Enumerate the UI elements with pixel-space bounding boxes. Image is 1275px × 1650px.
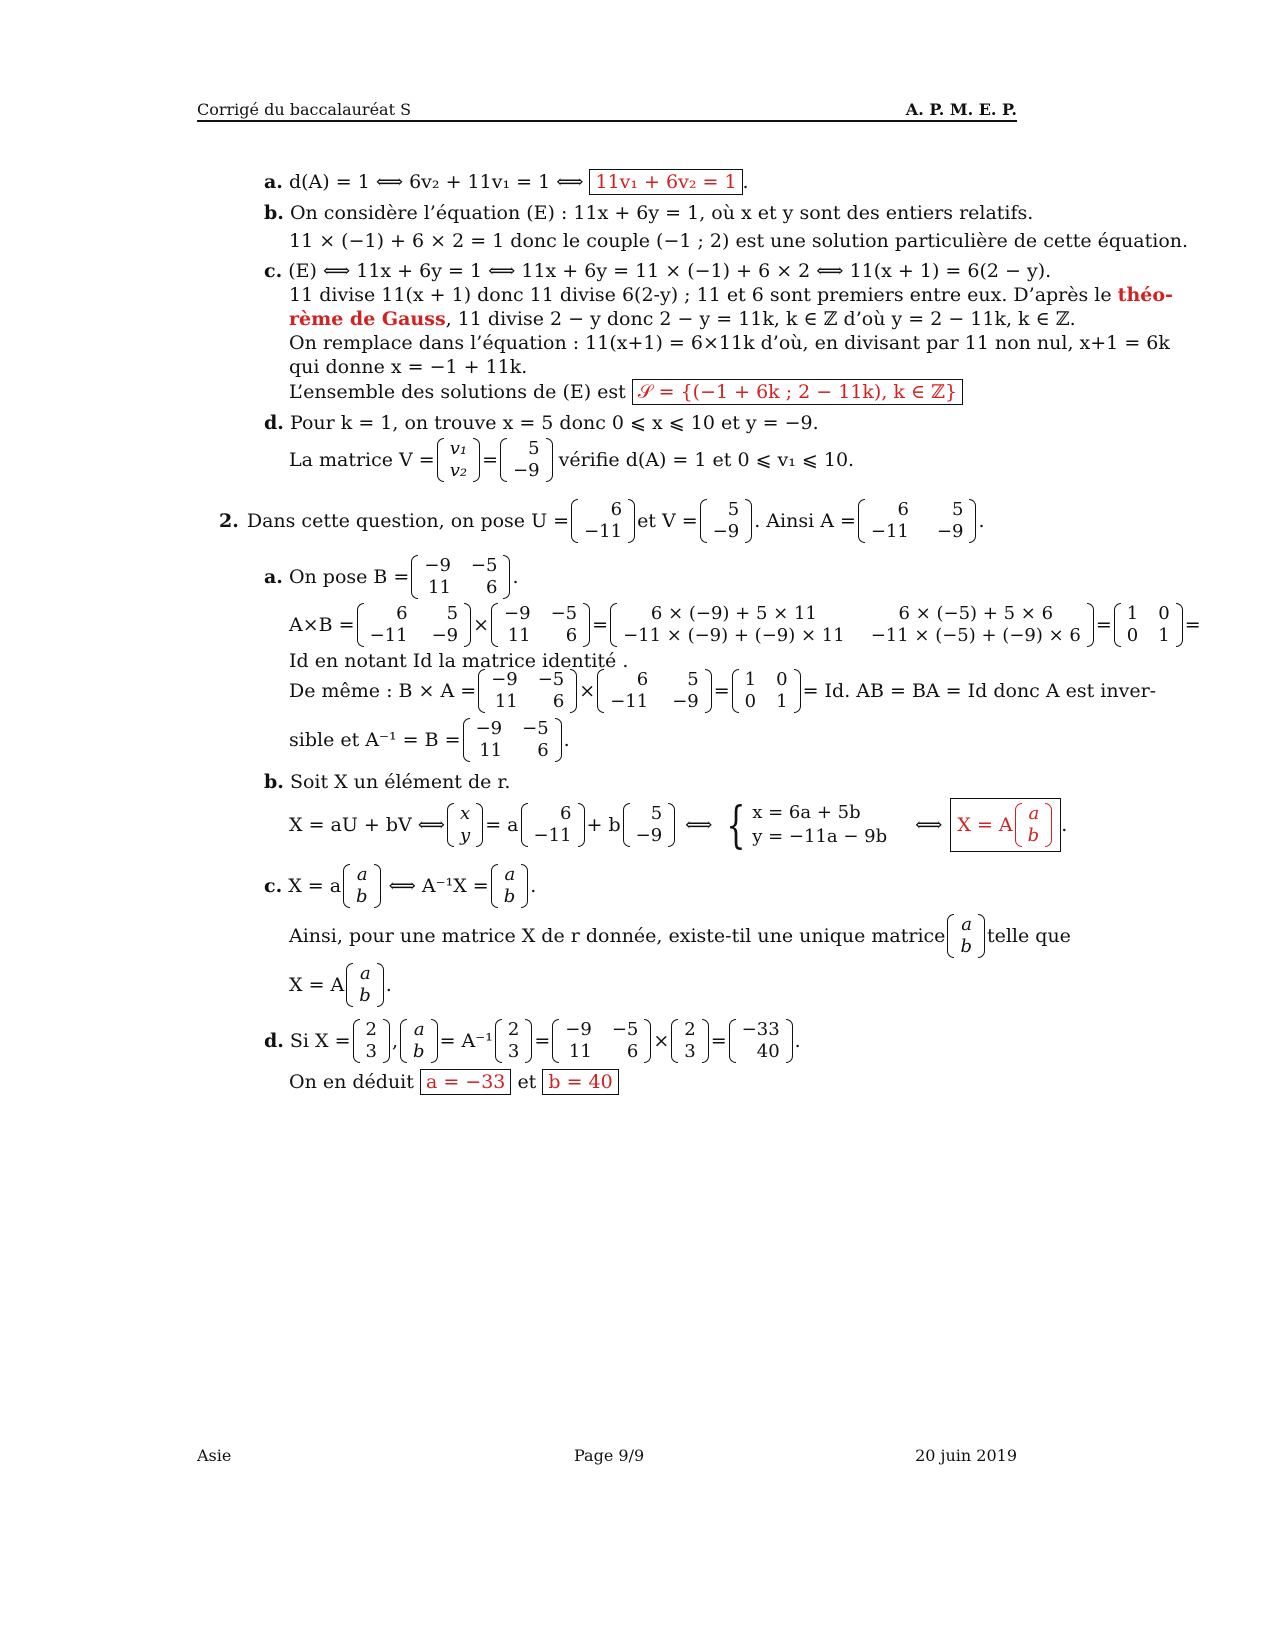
q2c-text3: X = A — [289, 974, 345, 996]
q2c-label: c. — [264, 875, 283, 897]
q2b-lhs: X = aU + bV ⟺ — [289, 814, 446, 836]
q2d-label: d. — [264, 1030, 284, 1052]
q2d-eq-ainv: = A⁻¹ — [439, 1030, 493, 1052]
q1b-text1: On considère l’équation (E) : 11x + 6y = 1, où x et y sont des entiers relatifs. — [289, 202, 1034, 224]
q1c-line4: On remplace dans l’équation : 11(x+1) = 6×11k d’où, en divisant par 11 non nul, x+1 = 6k — [289, 332, 1170, 354]
q2b-label: b. — [264, 771, 284, 793]
matrix-v: 5 −9 — [700, 499, 753, 543]
matrix-23-2: 2 3 — [495, 1019, 532, 1063]
q2a-text1: On pose B = — [288, 566, 410, 588]
q2a-axb: A×B = — [289, 614, 355, 636]
q2a-times: × — [473, 614, 490, 636]
matrix-a: 6 5 −11 −9 — [858, 499, 977, 543]
q2d-eq1: = — [534, 1030, 551, 1052]
q2d-line2 — [289, 1070, 619, 1094]
matrix-a-2: 6 5 −11 −9 — [357, 603, 472, 647]
matrix-v-2: 5 −9 — [623, 803, 676, 847]
q1c-gauss-part2: rème de Gauss — [289, 308, 446, 330]
q1c-gauss-part1: théo- — [1117, 284, 1173, 306]
q1c-boxed-solution-set: 𝒮 = {(−1 + 6k ; 2 − 11k), k ∈ ℤ} — [632, 379, 963, 405]
matrix-ab-1: a b — [343, 864, 381, 908]
q2b-boxed-result — [950, 798, 1061, 852]
matrix-23-1: 2 3 — [353, 1019, 390, 1063]
q2-intro-text: Dans cette question, on pose U = — [246, 510, 570, 532]
matrix-ab-2: a b — [491, 864, 529, 908]
matrix-u-2: 6 −11 — [521, 803, 585, 847]
q2b-text1: Soit X un élément de r. — [289, 771, 511, 793]
matrix-ab-4: a b — [346, 963, 384, 1007]
q1c-label: c. — [264, 260, 283, 282]
q2d-et: et — [517, 1071, 537, 1093]
q2d-line1: d. Si X = 2 3 , a b = A⁻¹ 2 3 = −9 −5 11 6 × 2 3 = −33 40 . — [264, 1019, 801, 1062]
q2c-text2b: telle que — [986, 925, 1071, 947]
q2-ainsi: . Ainsi A = — [754, 510, 856, 532]
q2d-boxed-b: b = 40 — [542, 1069, 618, 1095]
q1c-text6: L’ensemble des solutions de (E) est — [289, 381, 626, 403]
matrix-b: −9 −5 11 6 — [411, 555, 510, 599]
q2c-mid: ⟺ A⁻¹X = — [388, 875, 489, 897]
q1c-line1 — [264, 259, 1051, 283]
q2b-equiv2: ⟺ — [915, 814, 943, 836]
q2a-product — [289, 601, 1201, 649]
q2d-si: Si X = — [289, 1030, 351, 1052]
q2a-line1: a. On pose B = −9 −5 11 6 . — [264, 555, 519, 598]
footer-center: Page 9/9 — [574, 1446, 645, 1465]
footer-left: Asie — [197, 1446, 232, 1465]
header-left: Corrigé du baccalauréat S — [197, 100, 412, 119]
q2c-text2a: Ainsi, pour une matrice X de r donnée, existe-til une unique matrice — [289, 925, 946, 947]
matrix-b-2: −9 −5 11 6 — [491, 603, 590, 647]
q2b-line1 — [264, 770, 510, 794]
q1a — [264, 170, 749, 194]
q1a-boxed-result: 11v₁ + 6v₂ = 1 — [589, 169, 742, 195]
q1c-line6 — [289, 380, 963, 404]
q1c-line5: qui donne x = −1 + 11k. — [289, 356, 528, 378]
q2d-boxed-a: a = −33 — [420, 1069, 511, 1095]
matrix-u: 6 −11 — [571, 499, 635, 543]
q2c-line3: X = A a b . — [289, 963, 392, 1006]
q2-et: et V = — [637, 510, 698, 532]
q1c-text1: (E) ⟺ 11x + 6y = 1 ⟺ 11x + 6y = 11 × (−1) + 6 × 2 ⟺ 11(x + 1) = 6(2 − y). — [288, 260, 1052, 282]
q1c-text3b: , 11 divise 2 − y donc 2 − y = 11k, k ∈ ℤ d’où y = 2 − 11k, k ∈ ℤ. — [445, 308, 1076, 330]
q2a-eq2: = — [1095, 614, 1112, 636]
matrix-b-4: −9 −5 11 6 — [552, 1019, 651, 1063]
matrix-a-inverse: −9 −5 11 6 — [463, 718, 562, 762]
q2d-times: × — [653, 1030, 670, 1052]
q1d-text1: Pour k = 1, on trouve x = 5 donc 0 ⩽ x ⩽ 10 et y = −9. — [289, 412, 819, 434]
q1d-label: d. — [264, 412, 284, 434]
q1c-line2 — [289, 283, 1173, 307]
q2b-eq-a: = a — [485, 814, 519, 836]
q2b-plus-b: + b — [586, 814, 621, 836]
matrix-xy: x y — [447, 803, 483, 847]
matrix-product-expanded: 6 × (−9) + 5 × 11 6 × (−5) + 5 × 6 −11 × (−9) + (−9) × 11 −11 × (−5) + (−9) × 6 — [610, 603, 1094, 647]
q2b-system: { x = 6a + 5b y = −11a − 9b — [726, 796, 888, 854]
q1c-line3 — [289, 307, 1076, 331]
q2-label: 2. — [219, 510, 239, 532]
q1b-label: b. — [264, 202, 284, 224]
header-right: A. P. M. E. P. — [905, 100, 1017, 119]
q1a-text: d(A) = 1 ⟺ 6v₂ + 11v₁ = 1 ⟺ — [288, 171, 584, 193]
q2a-line4 — [289, 667, 1156, 715]
q1d-text2b: vérifie d(A) = 1 et 0 ⩽ v₁ ⩽ 10. — [558, 449, 855, 471]
q2-end: . — [978, 510, 985, 532]
matrix-23-3: 2 3 — [671, 1019, 708, 1063]
q2a-text5a: sible et A⁻¹ = B = — [289, 729, 461, 751]
q2a-text4a: De même : B × A = — [289, 680, 477, 702]
q1b-line2: 11 × (−1) + 6 × 2 = 1 donc le couple (−1 ; 2) est une solution particulière de cette équation. — [289, 230, 1189, 252]
footer-right: 20 juin 2019 — [915, 1446, 1017, 1465]
matrix-v-numeric: 5 −9 — [500, 438, 553, 482]
q2a-text4b: = Id. AB = BA = Id donc A est inver- — [802, 680, 1157, 702]
q2a-label: a. — [264, 566, 283, 588]
q1c-text2a: 11 divise 11(x + 1) donc 11 divise 6(2-y) ; 11 et 6 sont premiers entre eux. D’après le — [289, 284, 1118, 306]
matrix-ab-3: a b — [947, 914, 985, 958]
header-rule — [197, 120, 1017, 122]
q2c-line1: c. X = a a b ⟺ A⁻¹X = a b . — [264, 864, 537, 907]
q2a-eq3: = — [1184, 614, 1201, 636]
q2a-eq4: = — [713, 680, 730, 702]
q2b-equiv1: ⟺ — [685, 814, 713, 836]
matrix-v-symbolic: v₁ v₂ — [437, 438, 480, 482]
q1d-text2a: La matrice V = — [289, 449, 435, 471]
matrix-ab-5: a b — [400, 1019, 438, 1063]
q1a-end: . — [742, 171, 749, 193]
q2d-comma: , — [391, 1030, 399, 1052]
matrix-identity-2: 1 0 0 1 — [732, 669, 801, 713]
q2b-boxed-lhs: X = A — [957, 814, 1013, 836]
matrix-b-3: −9 −5 11 6 — [478, 669, 577, 713]
matrix-identity: 1 0 0 1 — [1114, 603, 1183, 647]
q1d-line1 — [264, 411, 819, 435]
q2b-equation: X = aU + bV ⟺ x y = a 6 −11 + b 5 −9 ⟺ { x = 6a + 5b y = −11a − 9b ⟺ X = A a b . — [289, 796, 1068, 854]
q1a-label: a. — [264, 171, 283, 193]
q1b-line1 — [264, 201, 1033, 225]
q2c-lhs: X = a — [288, 875, 342, 897]
q2a-line3: Id en notant Id la matrice identité . — [289, 650, 629, 672]
q2a-line5: sible et A⁻¹ = B = −9 −5 11 6 . — [289, 718, 570, 761]
matrix-a-3: 6 5 −11 −9 — [597, 669, 712, 713]
q2a-times2: × — [579, 680, 596, 702]
q2d-text2: On en déduit — [289, 1071, 414, 1093]
q2a-eq1: = — [592, 614, 609, 636]
matrix-result: −33 40 — [729, 1019, 793, 1063]
matrix-ab-red: a b — [1015, 803, 1053, 847]
q2c-line2 — [289, 912, 1071, 960]
q1d-line2 — [289, 436, 854, 484]
q1d-eq: = — [482, 449, 499, 471]
q2-intro — [219, 497, 984, 545]
q2d-eq2: = — [710, 1030, 727, 1052]
